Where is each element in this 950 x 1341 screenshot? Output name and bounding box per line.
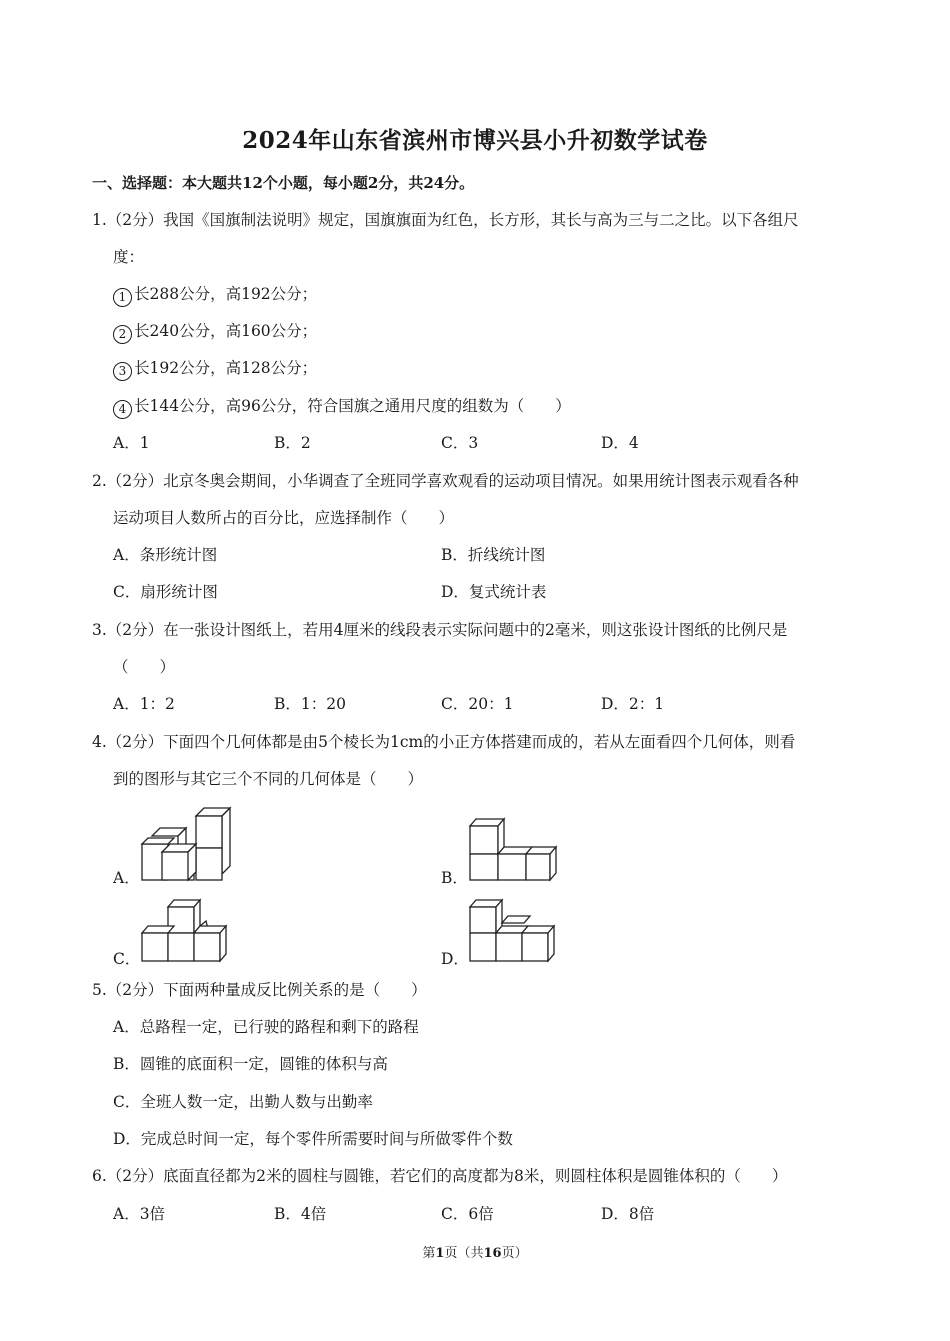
q5-option-d[interactable]: D．完成总时间一定，每个零件所需要时间与所做零件个数 <box>113 1130 513 1148</box>
page-total: 16 <box>483 1246 502 1261</box>
page-number: 1 <box>435 1246 445 1261</box>
question-4-text: 4.（2分）下面四个几何体都是由5个棱长为1cm的小正方体搭建而成的，若从左面看四个几何体，则看 <box>92 733 796 751</box>
cube-figure-d[interactable] <box>466 897 562 965</box>
q6-option-c[interactable]: C．6倍 <box>441 1205 494 1223</box>
cube-figure-a[interactable] <box>138 806 238 884</box>
question-3-text-cont: （ ） <box>113 658 176 676</box>
circled-number: 2 <box>113 325 132 344</box>
question-1-item-2: 2 长240公分，高160公分； <box>113 321 317 344</box>
question-3-text: 3.（2分）在一张设计图纸上，若用4厘米的线段表示实际问题中的2毫米，则这张设计图纸的比例尺是 <box>92 621 788 639</box>
question-1-item-1: 1 长288公分，高192公分； <box>113 284 317 307</box>
circled-number: 3 <box>113 362 132 381</box>
q4-option-a-label[interactable]: A． <box>113 869 140 887</box>
q5-option-b[interactable]: B．圆锥的底面积一定，圆锥的体积与高 <box>113 1055 388 1073</box>
circled-number: 1 <box>113 288 132 307</box>
q5-option-a[interactable]: A．总路程一定，已行驶的路程和剩下的路程 <box>113 1018 419 1036</box>
q3-option-c[interactable]: C．20：1 <box>441 695 514 713</box>
q1-option-c[interactable]: C．3 <box>441 434 479 452</box>
question-2-text-cont: 运动项目人数所占的百分比，应选择制作（ ） <box>113 509 455 527</box>
q2-option-d[interactable]: D．复式统计表 <box>441 583 547 601</box>
q4-option-b-label[interactable]: B． <box>441 869 468 887</box>
cube-figure-b[interactable] <box>466 816 562 882</box>
q4-option-d-label[interactable]: D． <box>441 950 469 968</box>
q1-option-b[interactable]: B．2 <box>274 434 311 452</box>
q5-option-c[interactable]: C．全班人数一定，出勤人数与出勤率 <box>113 1093 373 1111</box>
q1-option-d[interactable]: D．4 <box>601 434 639 452</box>
q3-option-a[interactable]: A．1：2 <box>113 695 175 713</box>
question-6-text: 6.（2分）底面直径都为2米的圆柱与圆锥，若它们的高度都为8米，则圆柱体积是圆锥体积的（ ） <box>92 1167 788 1185</box>
q2-option-a[interactable]: A．条形统计图 <box>113 546 218 564</box>
question-1-text: 1.（2分）我国《国旗制法说明》规定，国旗旗面为红色，长方形，其长与高为三与二之比。以下各组尺 <box>92 211 799 229</box>
question-1-item-3: 3 长192公分，高128公分； <box>113 358 317 381</box>
cube-figure-c[interactable] <box>138 897 234 965</box>
q4-option-c-label[interactable]: C． <box>113 950 141 968</box>
q2-option-c[interactable]: C．扇形统计图 <box>113 583 218 601</box>
q3-option-d[interactable]: D．2：1 <box>601 695 665 713</box>
page-title: 2024年山东省滨州市博兴县小升初数学试卷 <box>242 127 708 154</box>
question-1-text-cont: 度： <box>113 248 145 266</box>
question-5-text: 5.（2分）下面两种量成反比例关系的是（ ） <box>92 981 427 999</box>
section-heading: 一、选择题：本大题共12个小题，每小题2分，共24分。 <box>92 174 475 192</box>
question-2-text: 2.（2分）北京冬奥会期间，小华调查了全班同学喜欢观看的运动项目情况。如果用统计图表示观看各种 <box>92 472 799 490</box>
question-4-text-cont: 到的图形与其它三个不同的几何体是（ ） <box>113 770 424 788</box>
circled-number: 4 <box>113 400 132 419</box>
q6-option-d[interactable]: D．8倍 <box>601 1205 655 1223</box>
q6-option-b[interactable]: B．4倍 <box>274 1205 327 1223</box>
q2-option-b[interactable]: B．折线统计图 <box>441 546 546 564</box>
q1-option-a[interactable]: A．1 <box>113 434 150 452</box>
question-1-item-4: 4 长144公分，高96公分，符合国旗之通用尺度的组数为（ ） <box>113 396 571 419</box>
q6-option-a[interactable]: A．3倍 <box>113 1205 166 1223</box>
q3-option-b[interactable]: B．1：20 <box>274 695 346 713</box>
page-footer: 第1页（共16页） <box>422 1246 528 1261</box>
